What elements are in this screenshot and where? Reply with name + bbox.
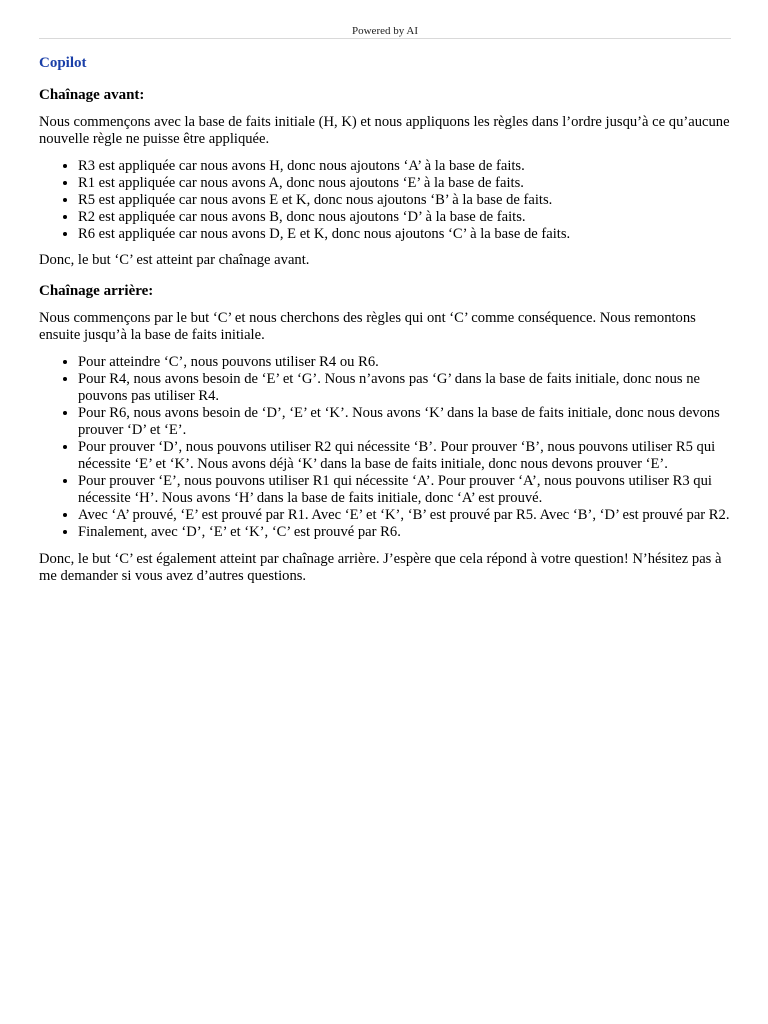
section-title-chainage-avant: Chaînage avant: <box>39 87 145 103</box>
paragraph-intro-avant: Nous commençons avec la base de faits initiale (H, K) et nous appliquons les règles dans l’ordre jusqu’à ce qu’aucune nouvelle règle ne puisse être appliquée. <box>39 114 730 147</box>
list-chainage-arriere <box>39 354 731 541</box>
section-title-chainage-arriere: Chaînage arrière: <box>39 283 154 299</box>
copilot-brand-label: Copilot <box>39 55 87 71</box>
list-item: • Pour R4, nous avons besoin de ‘E’ et ‘G’. Nous n’avons pas ‘G’ dans la base de faits initiale, donc nous ne pouvons pas utiliser R4. <box>78 371 731 405</box>
list-item: • R5 est appliquée car nous avons E et K, donc nous ajoutons ‘B’ à la base de faits. <box>78 192 731 209</box>
document-page <box>39 0 731 585</box>
list-item: • Pour atteindre ‘C’, nous pouvons utiliser R4 ou R6. <box>78 354 731 371</box>
list-item: • Pour prouver ‘D’, nous pouvons utiliser R2 qui nécessite ‘B’. Pour prouver ‘B’, nous pouvons utiliser R5 qui nécessite ‘E’ et ‘K’. Nous avons déjà ‘K’ dans la base de faits initiale, donc nous devons prouver ‘E’. <box>78 439 731 473</box>
paragraph-conclusion-avant: Donc, le but ‘C’ est atteint par chaînage avant. <box>39 252 310 268</box>
list-item: • Avec ‘A’ prouvé, ‘E’ est prouvé par R1. Avec ‘E’ et ‘K’, ‘B’ est prouvé par R5. Avec ‘B’, ‘D’ est prouvé par R2. <box>78 507 731 524</box>
paragraph-intro-arriere: Nous commençons par le but ‘C’ et nous cherchons des règles qui ont ‘C’ comme conséquence. Nous remontons ensuite jusqu’à la base de faits initiale. <box>39 310 696 343</box>
page-header <box>39 0 731 39</box>
list-item: • R6 est appliquée car nous avons D, E et K, donc nous ajoutons ‘C’ à la base de faits. <box>78 226 731 243</box>
list-item: • Finalement, avec ‘D’, ‘E’ et ‘K’, ‘C’ est prouvé par R6. <box>78 524 731 541</box>
list-item: • Pour R6, nous avons besoin de ‘D’, ‘E’ et ‘K’. Nous avons ‘K’ dans la base de faits initiale, donc nous devons prouver ‘D’ et ‘E’. <box>78 405 731 439</box>
paragraph-conclusion-arriere: Donc, le but ‘C’ est également atteint par chaînage arrière. J’espère que cela répond à votre question! N’hésitez pas à me demander si vous avez d’autres questions. <box>39 551 722 584</box>
powered-by-label: Powered by AI <box>352 25 418 37</box>
list-item: • Pour prouver ‘E’, nous pouvons utiliser R1 qui nécessite ‘A’. Pour prouver ‘A’, nous pouvons utiliser R3 qui nécessite ‘H’. Nous avons ‘H’ dans la base de faits initiale, donc ‘A’ est prouvé. <box>78 473 731 507</box>
list-chainage-avant <box>39 158 731 243</box>
list-item: • R1 est appliquée car nous avons A, donc nous ajoutons ‘E’ à la base de faits. <box>78 175 731 192</box>
list-item: • R3 est appliquée car nous avons H, donc nous ajoutons ‘A’ à la base de faits. <box>78 158 731 175</box>
list-item: • R2 est appliquée car nous avons B, donc nous ajoutons ‘D’ à la base de faits. <box>78 209 731 226</box>
